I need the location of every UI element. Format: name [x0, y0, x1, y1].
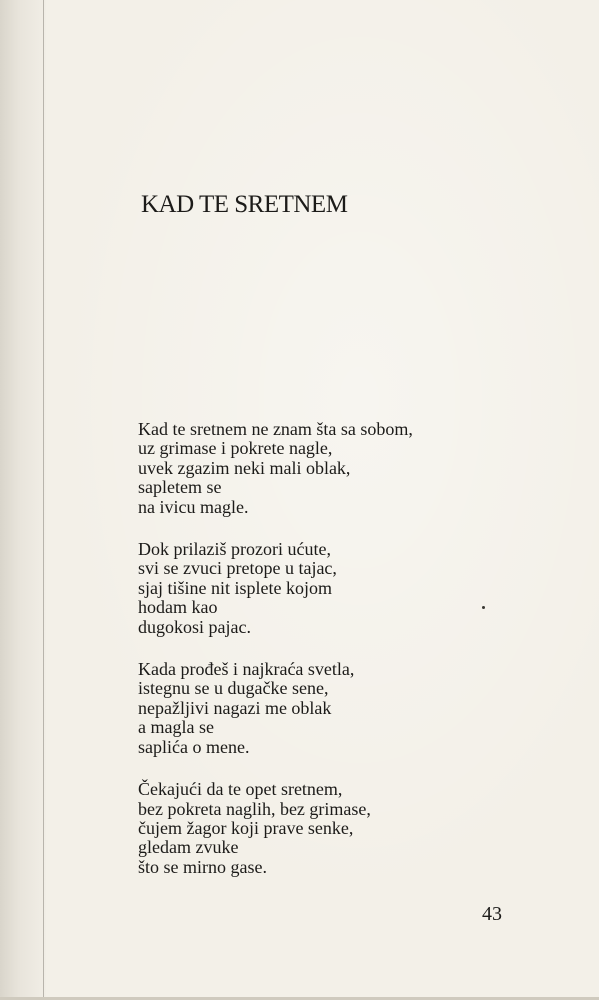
poem-line: gledam zvuke	[138, 837, 239, 858]
poem-line: saplića o mene.	[138, 736, 250, 757]
poem-line: Čekajući da te opet sretnem,	[138, 779, 343, 800]
poem-line: Dok prilaziš prozori ućute,	[138, 539, 331, 560]
poem-line: na ivicu magle.	[138, 496, 249, 517]
page-gutter-shadow	[0, 0, 46, 1000]
page-number: 43	[482, 903, 502, 925]
poem-line: svi se zvuci pretope u tajac,	[138, 558, 337, 579]
poem-line: Kada prođeš i najkraća svetla,	[138, 659, 355, 680]
poem-line: sapletem se	[138, 477, 222, 498]
poem-line: bez pokreta naglih, bez grimase,	[138, 798, 371, 819]
poem-line: a magla se	[138, 717, 214, 738]
poem-line: uz grimase i pokrete nagle,	[138, 438, 333, 459]
stanza-2	[138, 540, 538, 637]
poem-body	[138, 420, 538, 900]
poem-line: čujem žagor koji prave senke,	[138, 817, 354, 838]
poem-line: istegnu se u dugačke sene,	[138, 678, 329, 699]
stanza-3	[138, 660, 538, 757]
poem-line: dugokosi pajac.	[138, 616, 251, 637]
poem-line: Kad te sretnem ne znam šta sa sobom,	[138, 419, 413, 439]
stanza-1	[138, 420, 538, 517]
poem-title: KAD TE SRETNEM	[141, 191, 348, 218]
binding-edge-line	[43, 0, 44, 1000]
poem-line: što se mirno gase.	[138, 856, 267, 877]
ink-speck	[482, 606, 485, 609]
stanza-4	[138, 780, 538, 877]
poem-line: sjaj tišine nit isplete kojom	[138, 577, 332, 598]
poem-line: hodam kao	[138, 597, 218, 618]
poem-line: nepažljivi nagazi me oblak	[138, 697, 332, 718]
poem-line: uvek zgazim neki mali oblak,	[138, 457, 351, 478]
